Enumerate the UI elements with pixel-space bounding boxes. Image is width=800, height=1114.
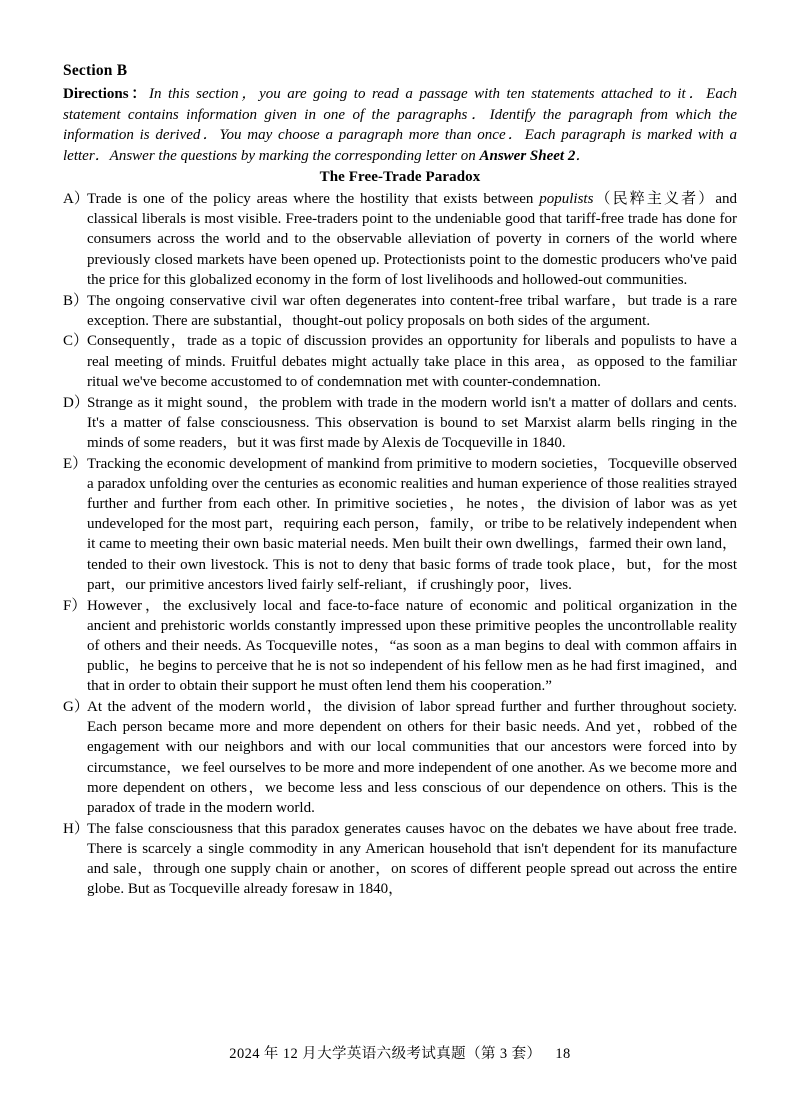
directions-text-part1: In this section，you are going to read a passage with ten statements attached to it．Each statement contains information given in one of the paragraphs．Identify the paragraph from which the information is derived．You may choose a paragraph more than once．Each paragraph is marked with a letter．Answer the questions by marking the corresponding letter on	[63, 86, 737, 164]
passage-title: The Free-Trade Paradox	[319, 169, 481, 185]
directions-text-part2: ．	[575, 147, 591, 164]
page-footer	[0, 1044, 800, 1064]
italic-term-populists: populists	[539, 191, 594, 207]
paragraph-marker-f: F）	[63, 597, 87, 614]
paragraph-text-f: However，the exclusively local and face-to-face nature of economic and political organization in the ancient and prehistoric worlds constantly impressed upon these primitive peoples the uncontrollable reality of others and their needs. As Tocqueville notes，“as soon as a man begins to deal with common affairs in public，he begins to perceive that he is not so independent of his fellow men as he had first imagined，and that in order to obtain their support he must often lend them his cooperation.”	[87, 597, 737, 695]
paragraph-marker-d: D）	[63, 394, 89, 411]
section-heading: Section B	[63, 62, 128, 79]
directions-label: Directions：	[63, 86, 150, 102]
paragraph-marker-h: H）	[63, 820, 89, 837]
paragraph-text-b: The ongoing conservative civil war often degenerates into content-free tribal warfare，but trade is a rare exception. There are substantial，thought-out policy proposals on both sides of the argument.	[87, 292, 737, 329]
footer-exam-title: 2024 年 12 月大学英语六级考试真题（第 3 套）	[229, 1046, 542, 1062]
passage-paragraph-b	[63, 291, 737, 331]
passage-paragraph-c	[63, 331, 737, 392]
footer-page-number: 18	[555, 1046, 571, 1062]
paragraph-marker-g: G）	[63, 699, 89, 716]
passage-paragraph-g	[63, 697, 737, 818]
page-content	[63, 60, 737, 900]
paragraph-text-h: The false consciousness that this paradox generates causes havoc on the debates we have about free trade. There is scarcely a single commodity in any American household that isn't dependent for its manufacture and sale，through one supply chain or another，on scores of different people spread out across the entire globe. But as Tocqueville already foresaw in 1840，	[87, 820, 737, 898]
passage-paragraph-d	[63, 393, 737, 454]
paragraph-a-text-before-italic: Trade is one of the policy areas where the hostility that exists between	[87, 191, 540, 207]
directions-block	[63, 84, 737, 166]
passage-paragraph-a	[63, 189, 737, 290]
paragraph-marker-a: A）	[63, 191, 89, 207]
passage-paragraph-e	[63, 454, 737, 595]
paragraph-text-e: Tracking the economic development of mankind from primitive to modern societies，Tocqueville observed a paradox unfolding over the centuries as economic realities and human experience of those realities strayed further and further from each other. In primitive societies，he notes，the division of labor was as yet undeveloped for the most part，requiring each person，family，or tribe to be relatively independent when it came to meeting their own basic material needs. Men built their own dwellings，farmed their own land，tended to their own livestock. This is not to deny that basic forms of trade took place，but，for the most part，our primitive ancestors lived fairly self-reliant，if crushingly poor，lives.	[87, 455, 737, 593]
paragraph-text-a	[87, 189, 737, 290]
paragraph-text-d: Strange as it might sound，the problem with trade in the modern world isn't a matter of dollars and cents. It's a matter of false consciousness. This observation is bound to set Marxist alarm bells ringing in the minds of some readers，but it was first made by Alexis de Tocqueville in 1840.	[87, 394, 737, 451]
paragraph-text-c: Consequently，trade as a topic of discussion provides an opportunity for liberals and populists to have a real meeting of minds. Fruitful debates might actually take place in this area，as opposed to the familiar ritual we've become accustomed to of condemnation met with counter-condemnation.	[87, 333, 737, 390]
answer-sheet-reference: Answer Sheet 2	[479, 147, 576, 164]
paragraph-text-g: At the advent of the modern world，the division of labor spread further and further throughout society. Each person became more and more dependent on others for their basic needs. And yet，robbed of the engagement with our neighbors and with our local communities that our ancestors were forced into by circumstance，we feel ourselves to be more and more independent of one another. As we become more and more dependent on others，we become less and less conscious of our dependence on others. This is the paradox of trade in the modern world.	[87, 699, 737, 817]
paragraph-marker-b: B）	[63, 292, 89, 309]
paragraph-marker-c: C）	[63, 333, 89, 350]
paragraph-marker-e: E）	[63, 455, 88, 472]
passage-paragraph-h	[63, 819, 737, 900]
paragraph-a-text-after-italic: （民粹主义者）and classical liberals is most visible. Free-traders point to the undeniable good that tariff-free trade has done for consumers across the world and to the observable alleviation of poverty in corners of the world where previously closed markets have been opened up. Protectionists point to the domestic producers who've paid the price for this globalized economy in the form of lost livelihoods and hollowed-out communities.	[87, 191, 737, 288]
passage-paragraph-f	[63, 596, 737, 697]
